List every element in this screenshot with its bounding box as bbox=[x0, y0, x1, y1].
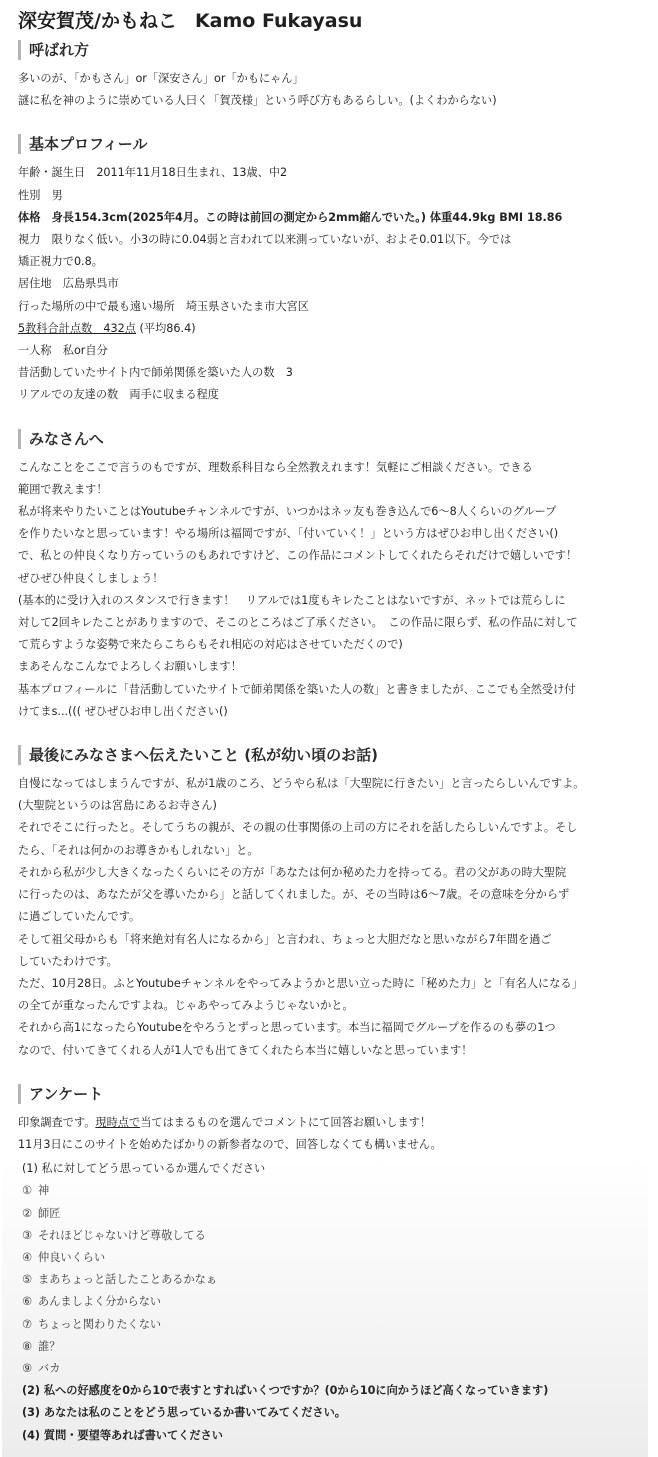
everyone-line: 私が将来やりたいことはYoutubeチャンネルですが、いつかはネッ友も巻き込んで6～8人くらいのグループ bbox=[18, 505, 557, 519]
survey-option bbox=[22, 1358, 648, 1380]
title-jp: 深安賀茂/かもねこ bbox=[18, 10, 177, 32]
survey-option-text: まあちょっと話したことあるかなぁ bbox=[38, 1273, 218, 1287]
survey-option-mark: ⑧ bbox=[22, 1339, 33, 1353]
survey-option-mark: ③ bbox=[22, 1228, 33, 1242]
story-line: それでそこに行ったと。そしてうちの親が、その親の仕事関係の上司の方にそれを話したらしいんですよ。そし bbox=[18, 821, 578, 835]
survey-option bbox=[22, 1180, 648, 1202]
profile-line: 一人称 私or自分 bbox=[18, 344, 108, 358]
section-heading-profile: 基本プロフィール bbox=[18, 134, 648, 154]
section-names bbox=[18, 40, 648, 112]
section-profile bbox=[18, 134, 648, 406]
survey-option-text: それほどじゃないけど尊敬してる bbox=[38, 1228, 206, 1242]
story-line: の全てが重なったんですよね。じゃあやってみようじゃないかと。 bbox=[18, 999, 354, 1013]
profile-line: 昔活動していたサイト内で師弟関係を築いた人の数 3 bbox=[18, 366, 293, 380]
story-line: そして祖父母からも「将来絶対有名人になるから」と言われ、ちょっと大胆だなと思いながら7年間を過ご bbox=[18, 932, 552, 946]
everyone-line: 対して2回キレたことがありますので、そこのところはご了承ください。 この作品に限らず、私の作品に対して bbox=[18, 616, 578, 630]
profile-line: 年齢・誕生日 2011年11月18日生まれ、13歳、中2 bbox=[18, 166, 288, 180]
title-en: Kamo Fukayasu bbox=[194, 10, 363, 32]
story-line: 自慢になってはしまうんですが、私が1歳のころ、どうやら私は「大聖院に行きたい」と言ったらしいんですよ。 bbox=[18, 777, 585, 791]
profile-score-line bbox=[18, 318, 648, 340]
survey-question-3: (3) あなたは私のことをどう思っているか書いてみてください。 bbox=[22, 1406, 346, 1420]
survey-option-text: 誰？ bbox=[38, 1339, 61, 1353]
survey-option bbox=[22, 1291, 648, 1313]
profile-line: 矯正視力で0.8。 bbox=[18, 255, 103, 269]
names-line: 多いのが、「かもさん」or「深安さん」or「かもにゃん」 bbox=[18, 72, 304, 85]
story-line: ただ、10月28日。ふとYoutubeチャンネルをやってみようかと思い立った時に「秘めた力」と「有名人になる」 bbox=[18, 976, 583, 990]
story-line: していたわけです。 bbox=[18, 954, 118, 968]
everyone-line: で、私との仲良くなり方っていうのもあれですけど、この作品にコメントしてくれたらそれだけで嬉しいです！ bbox=[18, 549, 578, 563]
everyone-line: 基本プロフィールに「昔活動していたサイトで師弟関係を築いた人の数」と書きましたが、ここでも全然受け付 bbox=[18, 682, 576, 696]
survey-question-2: (2) 私への好感度を0から10で表すとすればいくつですか？(0から10に向かうほど高くなっていきます) bbox=[22, 1384, 549, 1398]
survey-questions bbox=[2, 1156, 648, 1457]
profile-line: リアルでの友達の数 両手に収まる程度 bbox=[18, 388, 219, 402]
section-heading-survey: アンケート bbox=[18, 1084, 648, 1104]
story-line: なので、付いてきてくれる人が1人でも出てきてくれたら本当に嬉しいなと思っています！ bbox=[18, 1043, 473, 1057]
story-line: に過ごしていたんです。 bbox=[18, 910, 141, 924]
survey-question-1: (1) 私に対してどう思っているか選んでください bbox=[22, 1162, 266, 1176]
survey-option-text: 仲良いくらい bbox=[38, 1250, 106, 1264]
survey-option bbox=[22, 1225, 648, 1247]
survey-option-mark: ⑥ bbox=[22, 1295, 33, 1309]
survey-question-4: (4) 質問・要望等あれば書いてください bbox=[22, 1428, 223, 1442]
survey-option-mark: ⑤ bbox=[22, 1273, 33, 1287]
section-heading-story: 最後にみなさまへ伝えたいこと (私が幼い頃のお話) bbox=[18, 745, 648, 765]
survey-option-text: 師匠 bbox=[38, 1206, 61, 1220]
survey-intro-2: 11月3日にこのサイトを始めたばかりの新参者なので、回答しなくても構いません。 bbox=[18, 1137, 442, 1151]
section-survey bbox=[18, 1084, 648, 1457]
survey-option-mark: ⑨ bbox=[22, 1361, 33, 1375]
everyone-line: けてまs...((( ぜひぜひお申し出ください() bbox=[18, 704, 228, 718]
profile-line: 居住地 広島県呉市 bbox=[18, 277, 119, 291]
survey-option-mark: ② bbox=[22, 1206, 33, 1220]
survey-option bbox=[22, 1247, 648, 1269]
survey-intro-part: 印象調査です。 bbox=[18, 1115, 96, 1129]
profile-line: 体格 身長154.3cm(2025年4月。この時は前回の測定から2mm縮んでいた。) 体重44.9kg BMI 18.86 bbox=[18, 210, 563, 224]
everyone-line: 範囲で教えます！ bbox=[18, 482, 108, 496]
story-line: それから高1になったらYoutubeをやろうとずっと思っています。本当に福岡でグループを作るのも夢の1つ bbox=[18, 1021, 556, 1035]
survey-option bbox=[22, 1336, 648, 1358]
story-line: それから私が少し大きくなったくらいにその方が「あなたは何か秘めた力を持ってる。君の父があの時大聖院 bbox=[18, 865, 567, 879]
survey-option-mark: ① bbox=[22, 1184, 33, 1198]
survey-intro-part: 当てはまるものを選んでコメントにて回答お願いします！ bbox=[140, 1115, 432, 1129]
score-average: (平均86.4) bbox=[135, 321, 196, 335]
survey-option-mark: ④ bbox=[22, 1250, 33, 1264]
profile-line: 性別 男 bbox=[18, 188, 63, 202]
story-line: たら、「それは何かのお導きかもしれない」と。 bbox=[18, 843, 259, 857]
survey-option bbox=[22, 1203, 648, 1225]
survey-option-text: ちょっと関わりたくない bbox=[38, 1317, 162, 1331]
survey-option-mark: ⑦ bbox=[22, 1317, 33, 1331]
everyone-line: (基本的に受け入れのスタンスで行きます！ リアルでは1度もキレたことはないですが、ネットでは荒らしに bbox=[18, 593, 566, 607]
survey-option-text: 神 bbox=[38, 1184, 50, 1198]
everyone-line: て荒らすような姿勢で来たらこちらもそれ相応の対応はさせていただくので) bbox=[18, 638, 403, 652]
story-line: に行ったのは、あなたが父を導いたから」と話してくれました。が、その当時は6～7歳。その意味を分からず bbox=[18, 888, 570, 902]
section-heading-names: 呼ばれ方 bbox=[18, 40, 648, 60]
section-story bbox=[18, 745, 648, 1062]
survey-option bbox=[22, 1269, 648, 1291]
names-line: 謎に私を神のように崇めている人曰く「賀茂様」という呼び方もあるらしい。(よくわからない) bbox=[18, 94, 497, 108]
profile-line: 行った場所の中で最も遠い場所 埼玉県さいたま市大宮区 bbox=[18, 299, 309, 313]
story-line: (大聖院というのは宮島にあるお寺さん) bbox=[18, 799, 217, 813]
everyone-line: ぜひぜひ仲良くしましょう！ bbox=[18, 571, 164, 585]
survey-intro-underlined: 現時点で bbox=[95, 1115, 141, 1129]
survey-intro bbox=[18, 1112, 648, 1134]
survey-option-text: バカ bbox=[38, 1361, 61, 1375]
everyone-line: を作りたいなと思っています！やる場所は福岡ですが、「付いていく！」という方はぜひお申し出ください() bbox=[18, 527, 559, 541]
everyone-line: こんなことをここで言うのもですが、理数系科目なら全然教えれます！気軽にご相談ください。できる bbox=[18, 460, 533, 474]
survey-option bbox=[22, 1314, 648, 1336]
page-title bbox=[18, 8, 648, 34]
survey-options bbox=[22, 1180, 648, 1380]
section-heading-everyone: みなさんへ bbox=[18, 429, 648, 449]
section-everyone bbox=[18, 429, 648, 723]
profile-line: 視力 限りなく低い。小3の時に0.04弱と言われて以来測っていないが、およそ0.01以下。今では bbox=[18, 233, 512, 247]
everyone-line: まあそんなこんなでよろしくお願いします！ bbox=[18, 660, 242, 674]
score-total: 5教科合計点数 432点 bbox=[18, 321, 136, 335]
survey-option-text: あんましよく分からない bbox=[38, 1295, 162, 1309]
